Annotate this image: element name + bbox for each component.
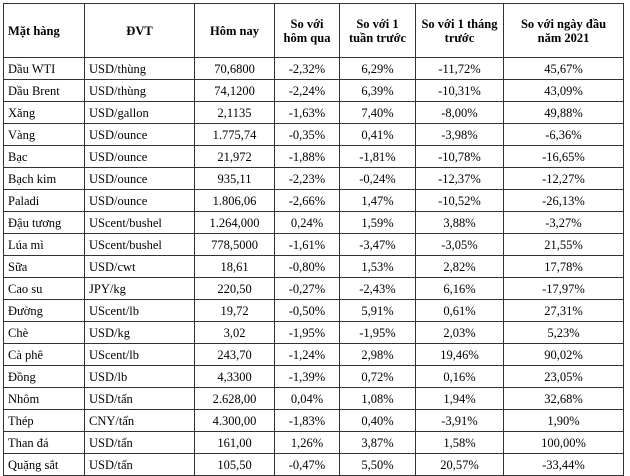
commodity-cell: Sữa bbox=[4, 256, 85, 278]
table-row bbox=[4, 124, 624, 146]
commodity-cell: Lúa mì bbox=[4, 234, 85, 256]
today-value-cell: 105,50 bbox=[195, 454, 275, 476]
table-row bbox=[4, 322, 624, 344]
vs-yesterday-cell: 1,26% bbox=[275, 432, 340, 454]
vs-year-start-cell: -12,27% bbox=[504, 168, 624, 190]
unit-cell: USD/thùng bbox=[85, 58, 195, 80]
vs-week-cell: 1,59% bbox=[340, 212, 416, 234]
table-row bbox=[4, 190, 624, 212]
today-value-cell: 1.264,000 bbox=[195, 212, 275, 234]
vs-yesterday-cell: -0,80% bbox=[275, 256, 340, 278]
vs-yesterday-cell: -2,66% bbox=[275, 190, 340, 212]
table-row bbox=[4, 344, 624, 366]
unit-cell: CNY/tấn bbox=[85, 410, 195, 432]
unit-cell: UScent/bushel bbox=[85, 234, 195, 256]
vs-week-cell: -0,24% bbox=[340, 168, 416, 190]
vs-year-start-cell: 45,67% bbox=[504, 58, 624, 80]
commodity-cell: Vàng bbox=[4, 124, 85, 146]
unit-cell: UScent/bushel bbox=[85, 212, 195, 234]
table-row bbox=[4, 300, 624, 322]
vs-month-cell: -10,52% bbox=[416, 190, 504, 212]
vs-year-start-cell: 90,02% bbox=[504, 344, 624, 366]
vs-yesterday-cell: -1,95% bbox=[275, 322, 340, 344]
today-value-cell: 220,50 bbox=[195, 278, 275, 300]
commodity-cell: Dầu WTI bbox=[4, 58, 85, 80]
table-row bbox=[4, 212, 624, 234]
vs-yesterday-cell: -1,24% bbox=[275, 344, 340, 366]
table-row bbox=[4, 80, 624, 102]
table-row bbox=[4, 58, 624, 80]
vs-year-start-cell: 5,23% bbox=[504, 322, 624, 344]
unit-cell: USD/tấn bbox=[85, 454, 195, 476]
table-row bbox=[4, 278, 624, 300]
vs-month-cell: -11,72% bbox=[416, 58, 504, 80]
vs-week-cell: 0,72% bbox=[340, 366, 416, 388]
unit-cell: UScent/lb bbox=[85, 300, 195, 322]
vs-year-start-cell: 43,09% bbox=[504, 80, 624, 102]
vs-week-cell: 5,91% bbox=[340, 300, 416, 322]
today-value-cell: 778,5000 bbox=[195, 234, 275, 256]
vs-yesterday-cell: -0,27% bbox=[275, 278, 340, 300]
today-value-cell: 4,3300 bbox=[195, 366, 275, 388]
commodity-cell: Bạch kim bbox=[4, 168, 85, 190]
vs-month-cell: 3,88% bbox=[416, 212, 504, 234]
header-vs-last-week: So với 1 tuần trước bbox=[340, 4, 416, 58]
table-row bbox=[4, 102, 624, 124]
table-row bbox=[4, 256, 624, 278]
commodity-cell: Quặng sắt bbox=[4, 454, 85, 476]
unit-cell: USD/kg bbox=[85, 322, 195, 344]
vs-year-start-cell: -33,44% bbox=[504, 454, 624, 476]
vs-month-cell: 6,16% bbox=[416, 278, 504, 300]
commodity-cell: Cao su bbox=[4, 278, 85, 300]
vs-week-cell: 1,53% bbox=[340, 256, 416, 278]
header-commodity: Mặt hàng bbox=[4, 4, 85, 58]
header-today: Hôm nay bbox=[195, 4, 275, 58]
vs-week-cell: 2,98% bbox=[340, 344, 416, 366]
vs-week-cell: -1,81% bbox=[340, 146, 416, 168]
unit-cell: USD/gallon bbox=[85, 102, 195, 124]
unit-cell: USD/ounce bbox=[85, 124, 195, 146]
table-row bbox=[4, 410, 624, 432]
commodity-cell: Chè bbox=[4, 322, 85, 344]
vs-year-start-cell: 32,68% bbox=[504, 388, 624, 410]
vs-month-cell: 19,46% bbox=[416, 344, 504, 366]
vs-week-cell: 0,40% bbox=[340, 410, 416, 432]
vs-week-cell: -2,43% bbox=[340, 278, 416, 300]
today-value-cell: 3,02 bbox=[195, 322, 275, 344]
vs-week-cell: 6,29% bbox=[340, 58, 416, 80]
today-value-cell: 18,61 bbox=[195, 256, 275, 278]
commodity-cell: Xăng bbox=[4, 102, 85, 124]
commodity-cell: Nhôm bbox=[4, 388, 85, 410]
table-row bbox=[4, 388, 624, 410]
vs-year-start-cell: 23,05% bbox=[504, 366, 624, 388]
vs-yesterday-cell: -2,24% bbox=[275, 80, 340, 102]
vs-week-cell: 1,08% bbox=[340, 388, 416, 410]
today-value-cell: 161,00 bbox=[195, 432, 275, 454]
today-value-cell: 19,72 bbox=[195, 300, 275, 322]
unit-cell: USD/cwt bbox=[85, 256, 195, 278]
today-value-cell: 243,70 bbox=[195, 344, 275, 366]
vs-year-start-cell: 100,00% bbox=[504, 432, 624, 454]
vs-month-cell: 1,58% bbox=[416, 432, 504, 454]
vs-year-start-cell: 27,31% bbox=[504, 300, 624, 322]
unit-cell: USD/lb bbox=[85, 366, 195, 388]
vs-month-cell: -3,98% bbox=[416, 124, 504, 146]
vs-year-start-cell: 17,78% bbox=[504, 256, 624, 278]
vs-month-cell: -3,05% bbox=[416, 234, 504, 256]
header-vs-yesterday: So với hôm qua bbox=[275, 4, 340, 58]
today-value-cell: 4.300,00 bbox=[195, 410, 275, 432]
commodity-price-table-container bbox=[3, 3, 624, 476]
vs-month-cell: 1,94% bbox=[416, 388, 504, 410]
vs-yesterday-cell: 0,24% bbox=[275, 212, 340, 234]
vs-yesterday-cell: 0,04% bbox=[275, 388, 340, 410]
table-row bbox=[4, 168, 624, 190]
unit-cell: UScent/lb bbox=[85, 344, 195, 366]
vs-year-start-cell: -16,65% bbox=[504, 146, 624, 168]
vs-month-cell: 0,61% bbox=[416, 300, 504, 322]
commodity-cell: Cà phê bbox=[4, 344, 85, 366]
header-vs-year-start: So với ngày đầu năm 2021 bbox=[504, 4, 624, 58]
table-row bbox=[4, 146, 624, 168]
vs-yesterday-cell: -1,63% bbox=[275, 102, 340, 124]
unit-cell: USD/ounce bbox=[85, 190, 195, 212]
commodity-cell: Đậu tương bbox=[4, 212, 85, 234]
vs-yesterday-cell: -0,50% bbox=[275, 300, 340, 322]
vs-week-cell: -3,47% bbox=[340, 234, 416, 256]
today-value-cell: 2,1135 bbox=[195, 102, 275, 124]
commodity-cell: Bạc bbox=[4, 146, 85, 168]
commodity-cell: Than đá bbox=[4, 432, 85, 454]
unit-cell: USD/ounce bbox=[85, 168, 195, 190]
vs-month-cell: 0,16% bbox=[416, 366, 504, 388]
vs-week-cell: 7,40% bbox=[340, 102, 416, 124]
unit-cell: USD/ounce bbox=[85, 146, 195, 168]
vs-week-cell: -1,95% bbox=[340, 322, 416, 344]
vs-year-start-cell: 1,90% bbox=[504, 410, 624, 432]
today-value-cell: 2.628,00 bbox=[195, 388, 275, 410]
vs-month-cell: -10,31% bbox=[416, 80, 504, 102]
today-value-cell: 1.775,74 bbox=[195, 124, 275, 146]
vs-week-cell: 3,87% bbox=[340, 432, 416, 454]
table-body bbox=[4, 58, 624, 476]
header-vs-last-month: So với 1 tháng trước bbox=[416, 4, 504, 58]
table-row bbox=[4, 432, 624, 454]
vs-yesterday-cell: -1,88% bbox=[275, 146, 340, 168]
vs-week-cell: 1,47% bbox=[340, 190, 416, 212]
vs-year-start-cell: -3,27% bbox=[504, 212, 624, 234]
commodity-price-table bbox=[3, 3, 624, 476]
commodity-cell: Thép bbox=[4, 410, 85, 432]
vs-yesterday-cell: -1,83% bbox=[275, 410, 340, 432]
commodity-cell: Đồng bbox=[4, 366, 85, 388]
vs-week-cell: 6,39% bbox=[340, 80, 416, 102]
today-value-cell: 21,972 bbox=[195, 146, 275, 168]
table-row bbox=[4, 454, 624, 476]
vs-yesterday-cell: -2,23% bbox=[275, 168, 340, 190]
vs-month-cell: 2,82% bbox=[416, 256, 504, 278]
today-value-cell: 935,11 bbox=[195, 168, 275, 190]
vs-month-cell: -12,37% bbox=[416, 168, 504, 190]
vs-year-start-cell: 49,88% bbox=[504, 102, 624, 124]
vs-yesterday-cell: -0,47% bbox=[275, 454, 340, 476]
vs-month-cell: 2,03% bbox=[416, 322, 504, 344]
today-value-cell: 74,1200 bbox=[195, 80, 275, 102]
table-row bbox=[4, 366, 624, 388]
unit-cell: JPY/kg bbox=[85, 278, 195, 300]
vs-year-start-cell: -6,36% bbox=[504, 124, 624, 146]
unit-cell: USD/tấn bbox=[85, 388, 195, 410]
unit-cell: USD/thùng bbox=[85, 80, 195, 102]
today-value-cell: 70,6800 bbox=[195, 58, 275, 80]
header-unit: ĐVT bbox=[85, 4, 195, 58]
unit-cell: USD/tấn bbox=[85, 432, 195, 454]
commodity-cell: Paladi bbox=[4, 190, 85, 212]
vs-month-cell: -10,78% bbox=[416, 146, 504, 168]
vs-yesterday-cell: -2,32% bbox=[275, 58, 340, 80]
table-row bbox=[4, 234, 624, 256]
vs-yesterday-cell: -1,39% bbox=[275, 366, 340, 388]
vs-month-cell: 20,57% bbox=[416, 454, 504, 476]
vs-year-start-cell: -17,97% bbox=[504, 278, 624, 300]
vs-year-start-cell: -26,13% bbox=[504, 190, 624, 212]
commodity-cell: Đường bbox=[4, 300, 85, 322]
vs-year-start-cell: 21,55% bbox=[504, 234, 624, 256]
table-header-row bbox=[4, 4, 624, 58]
vs-month-cell: -3,91% bbox=[416, 410, 504, 432]
today-value-cell: 1.806,06 bbox=[195, 190, 275, 212]
vs-yesterday-cell: -0,35% bbox=[275, 124, 340, 146]
commodity-cell: Dầu Brent bbox=[4, 80, 85, 102]
vs-week-cell: 0,41% bbox=[340, 124, 416, 146]
vs-week-cell: 5,50% bbox=[340, 454, 416, 476]
vs-month-cell: -8,00% bbox=[416, 102, 504, 124]
vs-yesterday-cell: -1,61% bbox=[275, 234, 340, 256]
